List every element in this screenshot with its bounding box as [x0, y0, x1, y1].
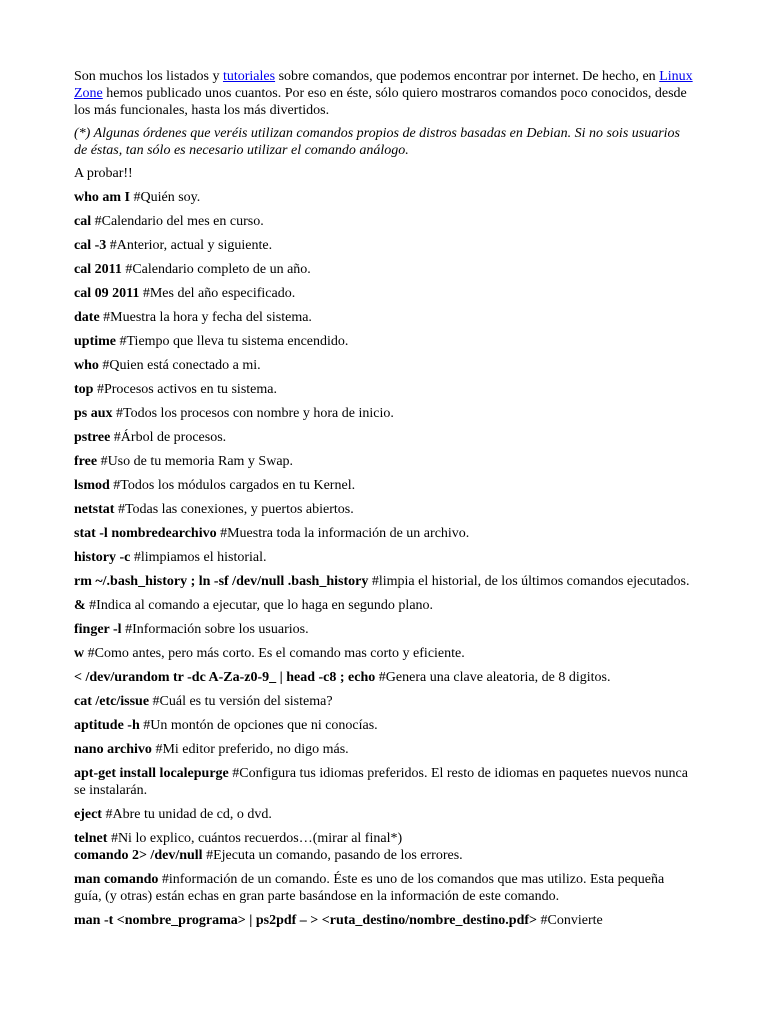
command-description: #Mes del año especificado. [139, 286, 296, 301]
command-description: #Procesos activos en tu sistema. [93, 382, 277, 397]
command-description: #Abre tu unidad de cd, o dvd. [101, 807, 272, 822]
command-text: netstat [74, 502, 115, 517]
command-text: man comando [74, 872, 159, 887]
command-description: #Calendario del mes en curso. [91, 214, 264, 229]
linux-zone-link[interactable]: Linux Zone [74, 69, 693, 101]
command-entry [74, 405, 694, 422]
command-entry [74, 912, 694, 929]
command-description: #Convierte [537, 913, 603, 928]
command-text: pstree [74, 430, 111, 445]
command-text: comando 2> /dev/null [74, 848, 203, 863]
command-description: #Todas las conexiones, y puertos abiertos. [114, 502, 354, 517]
command-description: #Todos los módulos cargados en tu Kernel. [109, 478, 356, 493]
command-entry [74, 597, 694, 614]
command-list [74, 189, 694, 929]
command-text: & [74, 598, 86, 613]
command-description: #Tiempo que lleva tu sistema encendido. [116, 334, 349, 349]
command-text: cal [74, 214, 92, 229]
command-entry [74, 477, 694, 494]
command-text: apt-get install localepurge [74, 766, 229, 781]
command-entry [74, 333, 694, 350]
debian-note: (*) Algunas órdenes que veréis utilizan comandos propios de distros basadas en Debian. Si no sois usuarios de éstas, tan sólo es necesario utilizar el comando análogo. [74, 126, 681, 158]
command-text: nano archivo [74, 742, 152, 757]
command-description: #Uso de tu memoria Ram y Swap. [97, 454, 294, 469]
command-entry [74, 669, 694, 686]
command-text: cat /etc/issue [74, 694, 150, 709]
command-description: #Anterior, actual y siguiente. [106, 238, 273, 253]
start-line: A probar!! [74, 166, 133, 181]
command-text: < /dev/urandom tr -dc A-Za-z0-9_ | head -c8 ; echo [74, 670, 376, 685]
command-text: lsmod [74, 478, 110, 493]
command-text: eject [74, 807, 102, 822]
command-description: #Muestra toda la información de un archivo. [216, 526, 470, 541]
command-description: #Información sobre los usuarios. [121, 622, 309, 637]
command-text: cal -3 [74, 238, 107, 253]
command-entry [74, 381, 694, 398]
command-entry [74, 261, 694, 278]
command-entry [74, 549, 694, 566]
document-body [74, 68, 694, 936]
command-description: #Indica al comando a ejecutar, que lo haga en segundo plano. [85, 598, 434, 613]
command-entry [74, 525, 694, 542]
command-description: #Mi editor preferido, no digo más. [151, 742, 349, 757]
command-entry [74, 693, 694, 710]
command-entry [74, 285, 694, 302]
command-description: #Muestra la hora y fecha del sistema. [99, 310, 312, 325]
command-entry [74, 213, 694, 230]
command-entry [74, 871, 694, 905]
command-text: top [74, 382, 94, 397]
command-description: #Un montón de opciones que ni conocías. [139, 718, 378, 733]
command-text: date [74, 310, 100, 325]
command-entry [74, 357, 694, 374]
intro-paragraph [74, 68, 694, 119]
command-entry [74, 237, 694, 254]
command-description: #limpia el historial, de los últimos comandos ejecutados. [368, 574, 690, 589]
command-entry [74, 741, 694, 758]
command-entry [74, 189, 694, 206]
command-entry [74, 621, 694, 638]
command-description: #Ni lo explico, cuántos recuerdos…(mirar al final*) [107, 831, 403, 846]
command-text: cal 2011 [74, 262, 122, 277]
command-entry [74, 847, 694, 864]
command-entry [74, 429, 694, 446]
command-description: #limpiamos el historial. [130, 550, 267, 565]
command-text: stat -l nombredearchivo [74, 526, 217, 541]
command-text: history -c [74, 550, 131, 565]
command-description: #Genera una clave aleatoria, de 8 digitos. [375, 670, 611, 685]
command-description: #Ejecuta un comando, pasando de los errores. [202, 848, 463, 863]
command-description: #Configura tus idiomas preferidos. El resto de idiomas en paquetes nuevos nunca se instalarán. [74, 766, 688, 798]
command-description: #Quien está conectado a mi. [98, 358, 261, 373]
tutoriales-link[interactable]: tutoriales [222, 69, 276, 84]
command-entry [74, 645, 694, 662]
command-text: ps aux [74, 406, 113, 421]
command-text: aptitude -h [74, 718, 140, 733]
command-entry [74, 453, 694, 470]
command-description: #Árbol de procesos. [110, 430, 227, 445]
command-description: #Todos los procesos con nombre y hora de inicio. [112, 406, 394, 421]
command-entry [74, 765, 694, 799]
command-text: uptime [74, 334, 116, 349]
command-text: free [74, 454, 98, 469]
command-entry [74, 573, 694, 590]
command-entry [74, 717, 694, 734]
command-description: #información de un comando. Éste es uno de los comandos que mas utilizo. Esta pequeña guía, (y otras) están echas en gran parte basándose en la información de este comando. [74, 872, 665, 904]
command-entry [74, 830, 694, 847]
command-description: #Calendario completo de un año. [121, 262, 311, 277]
intro-text-3: hemos publicado unos cuantos. Por eso en éste, sólo quiero mostraros comandos poco conocidos, desde los más funcionales, hasta los más divertidos. [74, 86, 687, 118]
command-description: #Como antes, pero más corto. Es el comando mas corto y eficiente. [84, 646, 465, 661]
command-description: #Quién soy. [130, 190, 201, 205]
command-text: who am I [74, 190, 131, 205]
command-text: who [74, 358, 99, 373]
command-description: #Cuál es tu versión del sistema? [149, 694, 333, 709]
intro-text-2: sobre comandos, que podemos encontrar por internet. De hecho, en [275, 69, 660, 84]
command-text: w [74, 646, 85, 661]
command-entry [74, 501, 694, 518]
command-text: man -t <nombre_programa> | ps2pdf – > <ruta_destino/nombre_destino.pdf> [74, 913, 538, 928]
command-text: cal 09 2011 [74, 286, 140, 301]
command-text: finger -l [74, 622, 122, 637]
command-text: rm ~/.bash_history ; ln -sf /dev/null .bash_history [74, 574, 369, 589]
command-entry [74, 806, 694, 823]
intro-text-1: Son muchos los listados y [74, 69, 223, 84]
command-entry [74, 309, 694, 326]
command-text: telnet [74, 831, 108, 846]
